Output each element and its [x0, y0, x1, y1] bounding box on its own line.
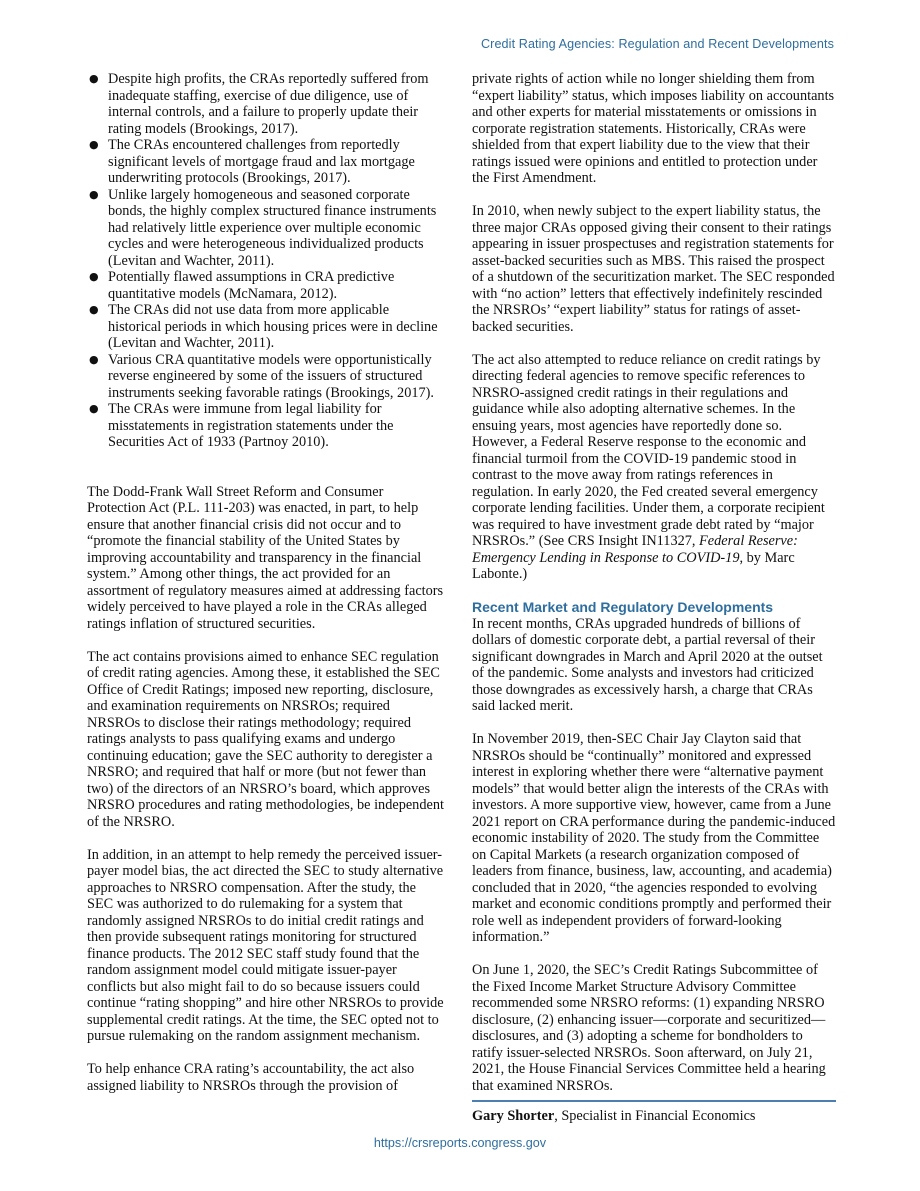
author-divider [472, 1100, 836, 1102]
author-line [472, 1108, 836, 1125]
bullet-icon: ● [89, 138, 99, 151]
section-heading: Recent Market and Regulatory Developments [472, 599, 774, 615]
author-title: , Specialist in Financial Economics [554, 1108, 756, 1124]
list-item: ● The CRAs were immune from legal liability for misstatements in registration statements under the Securities Act of 1933 (Partnoy 2010). [89, 401, 394, 450]
bullet-list [87, 71, 445, 451]
bullet-icon: ● [89, 352, 99, 366]
bullet-icon: ● [89, 270, 99, 283]
list-item: ● Potentially flawed assumptions in CRA predictive quantitative models (McNamara, 2012). [89, 269, 395, 302]
paragraph-subcommittee: On June 1, 2020, the SEC’s Credit Ratings Subcommittee of the Fixed Income Market Structure Advisory Committee recommended some NRSRO reforms: (1) expanding NRSRO disclosure, (2) enhancing issuer—corporate and securitized—disclosures, and (3) adopting a scheme for bondholders to ratify issuer-selected NRSROs. Soon afterward, on July 21, 2021, the House Financial Services Committee held a hearing that examined NRSROs. [472, 962, 826, 1094]
paragraph-clayton: In November 2019, then-SEC Chair Jay Clayton said that NRSROs should be “continually” monitored and expressed interest in exploring whether there were “alternative payment models” that would better align the interests of the CRAs with investors. A more supportive view, however, came from a June 2021 report on CRA performance during the pandemic-induced economic instability of 2020. The study from the Committee on Capital Markets (a research organization composed of leaders from finance, business, law, accounting, and academia) concluded that in 2020, “the agencies responded to evolving market and economic conditions promptly and performed their role well as independent providers of forward-looking information.” [472, 731, 836, 945]
list-item: ● Despite high profits, the CRAs reportedly suffered from inadequate staffing, exercise of due diligence, use of internal controls, and a failure to properly update their rating models (Brookings, 2017). [89, 71, 429, 137]
paragraph-sec-provisions: The act contains provisions aimed to enhance SEC regulation of credit rating agencies. Among these, it established the SEC Office of Credit Ratings; imposed new reporting, disclosure, and examination requirements on NRSROs; required NRSROs to disclose their ratings methodology; required ratings analysts to pass qualifying exams and undergo continuing education; gave the SEC authority to deregister a NRSRO; and required that half or more (but not fewer than two) of the directors of an NRSRO’s board, which approves NRSRO procedures and rating methodologies, be independent of the NRSRO. [87, 648, 444, 830]
paragraph-2010-consent: In 2010, when newly subject to the expert liability status, the three major CRAs opposed giving their consent to their ratings appearing in issuer prospectuses and registration statements for asset-backed securities such as MBS. This raised the prospect of a shutdown of the securitization market. The SEC responded with “no action” letters that effectively indefinitely rescinded the NRSROs’ “expert liability” status for ratings of asset-backed securities. [472, 203, 835, 335]
paragraph-compensation-study: In addition, in an attempt to help remedy the perceived issuer-payer model bias, the act directed the SEC to study alternative approaches to NRSRO compensation. After the study, the SEC was authorized to do rulemaking for a system that randomly assigned NRSROs to do initial credit ratings and then provide subsequent ratings monitoring for structured finance products. The 2012 SEC staff study found that the random assignment model could mitigate issuer-payer conflicts but also might fail to do so because issuers could continue “rating shopping” and hire other NRSROs to provide supplemental credit ratings. At the time, the SEC opted not to pursue rulemaking on the random assignment mechanism. [87, 846, 444, 1044]
bullet-icon: ● [89, 402, 99, 415]
bullet-icon: ● [89, 72, 99, 85]
list-item: ● The CRAs encountered challenges from reportedly significant levels of mortgage fraud and lax mortgage underwriting protocols (Brookings, 2017). [89, 137, 415, 186]
bullet-icon: ● [89, 187, 99, 201]
footer-url-link[interactable]: https://crsreports.congress.gov [373, 1136, 547, 1150]
right-column [472, 71, 836, 1141]
paragraph-accountability: To help enhance CRA rating’s accountability, the act also assigned liability to NRSROs through the provision of [87, 1061, 415, 1094]
list-item: ● Unlike largely homogeneous and seasoned corporate bonds, the highly complex structured finance instruments had relatively little experience over multiple economic cycles and were heterogeneous individualized products (Levitan and Wachter, 2011). [89, 186, 437, 269]
paragraph-upgrades: In recent months, CRAs upgraded hundreds of billions of dollars of domestic corporate debt, a partial reversal of their significant downgrades in March and April 2020 at the outset of the pandemic. Some analysts and investors had criticized those downgrades as excessively harsh, a charge that CRAs said lacked merit. [472, 615, 823, 714]
author-name: Gary Shorter [472, 1108, 555, 1124]
bullet-icon: ● [89, 303, 99, 316]
paragraph-dodd-frank: The Dodd-Frank Wall Street Reform and Consumer Protection Act (P.L. 111-203) was enacted, in part, to help ensure that another financial crisis did not occur and to “promote the financial stability of the United States by improving accountability and transparency in the financial system.” Among other things, the act provided for an assortment of regulatory measures aimed at addressing factors widely perceived to have played a role in the CRAs alleged ratings inflation of structured securities. [87, 483, 444, 632]
cited-report-title: Federal Reserve: Emergency Lending in Response to COVID-19 [472, 533, 798, 566]
list-item: ● The CRAs did not use data from more applicable historical periods in which housing prices were in decline (Levitan and Wachter, 2011). [89, 302, 438, 351]
left-column [87, 71, 445, 1111]
paragraph-reliance: The act also attempted to reduce reliance on credit ratings by directing federal agencies to remove specific references to NRSRO-assigned credit ratings in their regulations and guidance while also adopting alternative schemes. In the ensuing years, most agencies have reportedly done so. However, a Federal Reserve response to the economic and financial turmoil from the COVID-19 pandemic stood in contrast to the move away from ratings references in regulation. In early 2020, the Fed created several emergency corporate lending facilities. Under them, a corporate recipient was required to have investment grade debt rated by “major NRSROs.” (See CRS Insight IN11327, Federal Reserve: Emergency Lending in Response to COVID-19, by Marc Labonte.) [472, 351, 825, 582]
list-item: ● Various CRA quantitative models were opportunistically reverse engineered by some of the issuers of structured instruments seeking favorable ratings (Brookings, 2017). [89, 351, 434, 401]
page-footer [0, 1136, 920, 1150]
running-header-title: Credit Rating Agencies: Regulation and Recent Developments [480, 37, 834, 51]
paragraph-expert-liability: private rights of action while no longer shielding them from “expert liability” status, which imposes liability on accountants and other experts for material misstatements or omissions in corporate registration statements. Historically, CRAs were shielded from that expert liability due to the view that their ratings issued were opinions and entitled to protection under the First Amendment. [472, 71, 835, 186]
